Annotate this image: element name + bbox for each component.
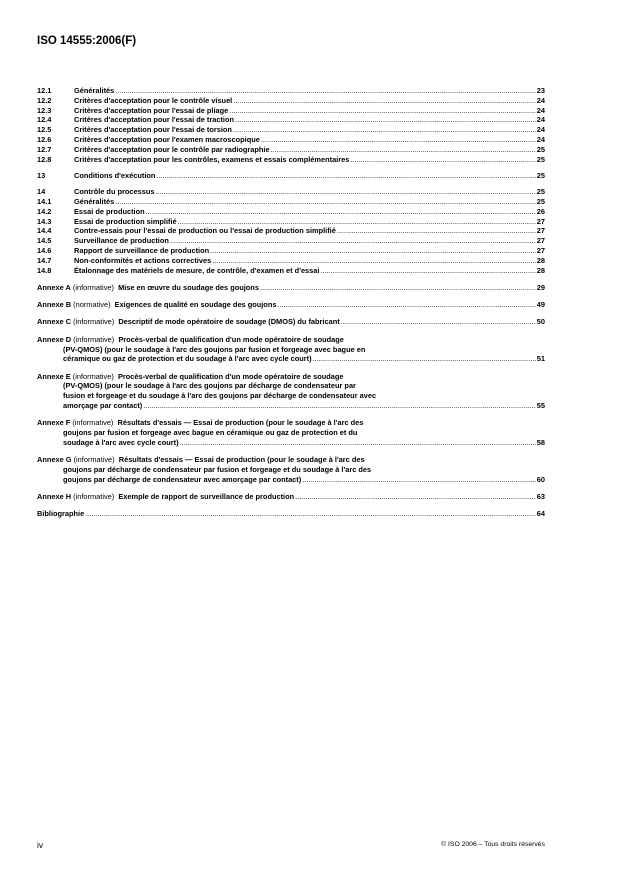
- annex-title-line: (PV-QMOS) (pour le soudage à l'arc des goujons par décharge de condensateur par: [63, 381, 356, 391]
- page-number: 25: [536, 170, 545, 180]
- leader-dots: [260, 283, 536, 293]
- annex-title: Exemple de rapport de surveillance de production: [118, 492, 295, 502]
- page-number: 27: [536, 216, 545, 226]
- section-title: Surveillance de production: [74, 236, 169, 246]
- toc-annex-h[interactable]: [37, 492, 545, 502]
- toc-annex-d[interactable]: [37, 335, 545, 364]
- leader-dots: [295, 492, 536, 502]
- leader-dots: [233, 125, 536, 135]
- leader-dots: [302, 475, 536, 485]
- toc-annex-b[interactable]: [37, 300, 545, 310]
- page-number: 23: [536, 86, 545, 95]
- leader-dots: [178, 217, 536, 227]
- page-number: 24: [536, 95, 545, 105]
- annex-title-line: Procès-verbal de qualification d'un mode opératoire de soudage: [118, 334, 344, 344]
- annex-kind: (informative): [72, 371, 114, 381]
- annex-title: Mise en œuvre du soudage des goujons: [118, 282, 259, 292]
- leader-dots: [320, 266, 535, 276]
- page-number: 25: [536, 154, 545, 164]
- section-title: Critères d'acceptation pour l'essai de pliage: [74, 105, 229, 115]
- section-number: 12.8: [37, 154, 52, 164]
- toc-entry[interactable]: [37, 145, 545, 155]
- section-title: Conditions d'exécution: [74, 170, 156, 180]
- page-number: 25: [536, 144, 545, 154]
- toc-entry[interactable]: [37, 171, 545, 181]
- annex-title-line: Résultats d'essais — Essai de production (pour le soudage à l'arc des: [117, 418, 364, 428]
- annex-title-line: goujons par fusion et forgeage avec bague en céramique ou gaz de protection et du: [63, 428, 358, 438]
- toc-annex-e[interactable]: [37, 372, 545, 411]
- leader-dots: [180, 438, 536, 448]
- leader-dots: [146, 207, 536, 217]
- section-number: 13: [37, 170, 46, 180]
- toc-entry[interactable]: [37, 226, 545, 236]
- leader-dots: [85, 509, 536, 519]
- footer-copyright: © ISO 2006 – Tous droits réservés: [441, 841, 545, 848]
- leader-dots: [156, 171, 535, 181]
- toc-annex-a[interactable]: [37, 283, 545, 293]
- leader-dots: [337, 226, 536, 236]
- toc-entry[interactable]: [37, 217, 545, 227]
- section-number: 14.6: [37, 245, 52, 255]
- section-number: 14.1: [37, 196, 52, 206]
- page-number: 55: [536, 401, 545, 411]
- annex-kind: (informative): [73, 455, 115, 465]
- page-number: 49: [536, 300, 545, 310]
- section-title: Critères d'acceptation pour le contrôle par radiographie: [74, 144, 270, 154]
- annex-kind: (informative): [73, 492, 115, 502]
- leader-dots: [235, 115, 536, 125]
- leader-dots: [115, 197, 536, 207]
- toc-entry[interactable]: [37, 155, 545, 165]
- leader-dots: [170, 236, 536, 246]
- annex-kind: (normative): [73, 300, 111, 310]
- toc-group-13: [37, 171, 545, 181]
- toc-entry[interactable]: [37, 256, 545, 266]
- toc-entry[interactable]: [37, 207, 545, 217]
- page-number: 51: [536, 354, 545, 364]
- section-title: Critères d'acceptation pour les contrôles, examens et essais complémentaires: [74, 154, 350, 164]
- leader-dots: [212, 256, 536, 266]
- section-title: Rapport de surveillance de production: [74, 245, 210, 255]
- annex-label: Annexe A: [37, 282, 71, 292]
- page-number: 24: [536, 115, 545, 125]
- toc-annex-f[interactable]: [37, 418, 545, 447]
- page-number: 64: [536, 509, 545, 519]
- page-number: 25: [536, 187, 545, 197]
- annex-label: Annexe H: [37, 492, 72, 502]
- page-number: 28: [536, 255, 545, 265]
- leader-dots: [233, 96, 536, 106]
- section-number: 14.3: [37, 216, 52, 226]
- toc-entry[interactable]: [37, 246, 545, 256]
- page-number: 63: [536, 492, 545, 502]
- annex-title-line: fusion et forgeage et du soudage à l'arc des goujons par décharge de condensateur avec: [63, 391, 377, 401]
- leader-dots: [261, 135, 536, 145]
- section-number: 12.5: [37, 125, 52, 135]
- annex-label: Annexe E: [37, 371, 71, 381]
- section-title: Critères d'acceptation pour l'examen macroscopique: [74, 134, 260, 144]
- toc-bibliography[interactable]: [37, 509, 545, 519]
- toc-entry[interactable]: [37, 115, 545, 125]
- annex-label: Annexe B: [37, 300, 72, 310]
- page-number: 29: [536, 282, 545, 292]
- section-number: 14.8: [37, 265, 52, 275]
- annex-label: Annexe F: [37, 418, 71, 428]
- section-number: 14.4: [37, 226, 52, 236]
- annex-title: Exigences de qualité en soudage des goujons: [114, 300, 277, 310]
- toc-entry[interactable]: [37, 187, 545, 197]
- page-number: 27: [536, 226, 545, 236]
- leader-dots: [143, 401, 535, 411]
- toc-entry[interactable]: [37, 266, 545, 276]
- leader-dots: [277, 300, 535, 310]
- annex-title-line: soudage à l'arc avec cycle court): [63, 437, 179, 447]
- footer-page-number: iv: [37, 840, 44, 850]
- toc-group-12: [37, 86, 545, 164]
- page-number: 28: [536, 265, 545, 275]
- section-number: 14.2: [37, 206, 52, 216]
- section-title: Essai de production simplifié: [74, 216, 177, 226]
- section-number: 12.1: [37, 86, 52, 95]
- leader-dots: [313, 354, 536, 364]
- bibliography-title: Bibliographie: [37, 509, 85, 519]
- toc-entry[interactable]: [37, 125, 545, 135]
- section-title: Essai de production: [74, 206, 145, 216]
- section-title: Critères d'acceptation pour l'essai de traction: [74, 115, 234, 125]
- page-number: 58: [536, 437, 545, 447]
- page-number: 50: [536, 317, 545, 327]
- section-number: 12.4: [37, 115, 52, 125]
- annex-label: Annexe C: [37, 317, 72, 327]
- annex-label: Annexe G: [37, 455, 72, 465]
- section-title: Non-conformités et actions correctives: [74, 255, 212, 265]
- page-number: 24: [536, 105, 545, 115]
- page-number: 27: [536, 236, 545, 246]
- section-title: Généralités: [74, 196, 115, 206]
- section-title: Étalonnage des matériels de mesure, de contrôle, d'examen et d'essai: [74, 265, 320, 275]
- section-number: 14: [37, 187, 46, 197]
- annex-title-line: goujons par décharge de condensateur avec amorçage par contact): [63, 474, 302, 484]
- page-number: 27: [536, 245, 545, 255]
- annex-kind: (informative): [73, 334, 115, 344]
- section-number: 12.7: [37, 144, 52, 154]
- annex-title-line: Résultats d'essais — Essai de production (pour le soudage à l'arc des: [118, 455, 365, 465]
- leader-dots: [156, 187, 536, 197]
- document-title: ISO 14555:2006(F): [37, 35, 137, 47]
- toc-annex-g[interactable]: [37, 455, 545, 484]
- toc-entry[interactable]: [37, 96, 545, 106]
- annex-title-line: goujons par décharge de condensateur par fusion et forgeage et du soudage à l'arc des: [63, 465, 372, 474]
- section-number: 14.5: [37, 236, 52, 246]
- toc-entry[interactable]: [37, 236, 545, 246]
- annex-title: Descriptif de mode opératoire de soudage (DMOS) du fabricant: [118, 317, 340, 327]
- page-number: 60: [536, 474, 545, 484]
- section-title: Contre-essais pour l'essai de production ou l'essai de production simplifié: [74, 226, 336, 236]
- section-title: Critères d'acceptation pour le contrôle visuel: [74, 95, 233, 105]
- toc-entry[interactable]: [37, 106, 545, 116]
- toc-entry[interactable]: [37, 197, 545, 207]
- toc-group-14: [37, 187, 545, 275]
- annex-label: Annexe D: [37, 334, 72, 344]
- table-of-contents: [37, 86, 545, 519]
- annex-title-line: Procès-verbal de qualification d'un mode opératoire de soudage: [117, 371, 344, 381]
- page-number: 24: [536, 134, 545, 144]
- section-title: Contrôle du processus: [74, 187, 155, 197]
- section-number: 14.7: [37, 255, 52, 265]
- leader-dots: [229, 106, 536, 116]
- section-number: 12.6: [37, 134, 52, 144]
- page-number: 24: [536, 125, 545, 135]
- page-number: 26: [536, 206, 545, 216]
- section-number: 12.2: [37, 95, 52, 105]
- section-title: Généralités: [74, 86, 115, 95]
- annex-kind: (informative): [73, 317, 115, 327]
- annex-kind: (informative): [72, 418, 114, 428]
- section-title: Critères d'acceptation pour l'essai de torsion: [74, 125, 232, 135]
- leader-dots: [350, 155, 535, 165]
- toc-annex-c[interactable]: [37, 317, 545, 327]
- section-number: 12.3: [37, 105, 52, 115]
- toc-entry[interactable]: [37, 86, 545, 96]
- toc-entry[interactable]: [37, 135, 545, 145]
- annex-title-line: céramique ou gaz de protection et du soudage à l'arc avec cycle court): [63, 354, 312, 364]
- annex-title-line: (PV-QMOS) (pour le soudage à l'arc des goujons par fusion et forgeage avec bague en: [63, 344, 366, 354]
- leader-dots: [271, 145, 536, 155]
- annex-kind: (informative): [72, 282, 114, 292]
- leader-dots: [115, 86, 536, 96]
- leader-dots: [341, 317, 536, 327]
- annex-title-line: amorçage par contact): [63, 401, 143, 411]
- leader-dots: [210, 246, 536, 256]
- page-number: 25: [536, 196, 545, 206]
